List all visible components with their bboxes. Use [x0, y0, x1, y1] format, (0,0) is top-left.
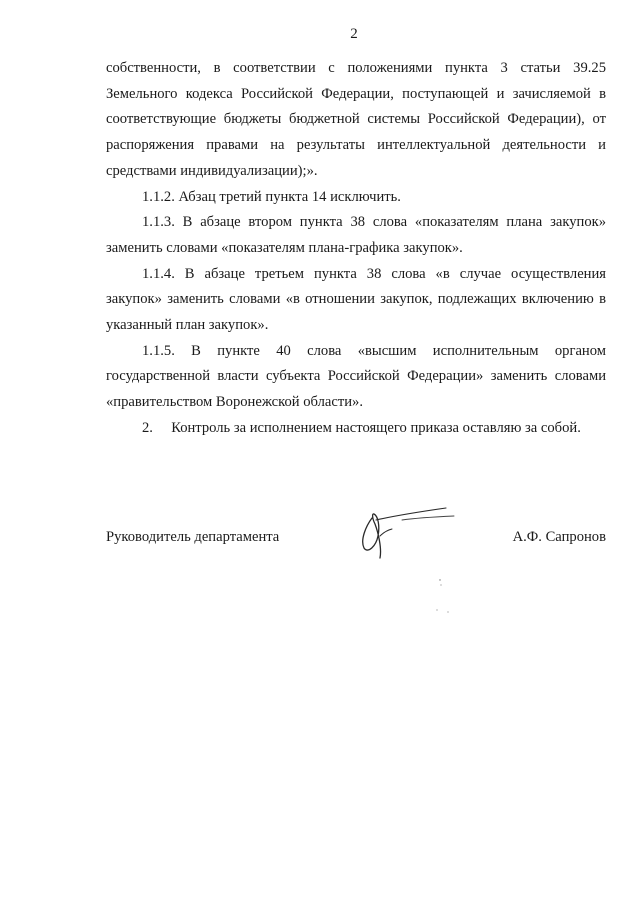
paragraph-item-1-1-2: 1.1.2. Абзац третий пункта 14 исключить. [142, 188, 401, 205]
document-body [106, 56, 606, 442]
paragraph-item-1-1-4: 1.1.4. В абзаце третьем пункта 38 слова «в случае осуществления закупок» заменить словами «в отношении закупок, подлежащих включению в указанный план закупок». [106, 265, 606, 334]
paragraph-item-1-1-5: 1.1.5. В пункте 40 слова «высшим исполнительным органом государственной власти субъекта Российской Федерации» заменить словами «правительством Воронежской области». [106, 342, 606, 411]
paragraph-continuation: собственности, в соответствии с положениями пункта 3 статьи 39.25 Земельного кодекса Российской Федерации, поступающей и зачисляемой в соответствующие бюджеты бюджетной системы Российской Федерации), от распоряжения правами на результаты интеллектуальной деятельности и средствами индивидуализации);». [106, 60, 606, 179]
signature-block [106, 522, 606, 552]
paragraph-item-2: 2. Контроль за исполнением настоящего приказа оставляю за собой. [142, 419, 581, 436]
signer-title: Руководитель департамента [106, 529, 280, 545]
handwritten-signature [342, 496, 472, 568]
paragraph-item-1-1-3: 1.1.3. В абзаце втором пункта 38 слова «показателям плана закупок» заменить словами «показателям плана-графика закупок». [106, 214, 606, 256]
page-number: 2 [350, 26, 358, 42]
scan-specks [436, 576, 456, 616]
signer-name: А.Ф. Сапронов [512, 529, 606, 545]
